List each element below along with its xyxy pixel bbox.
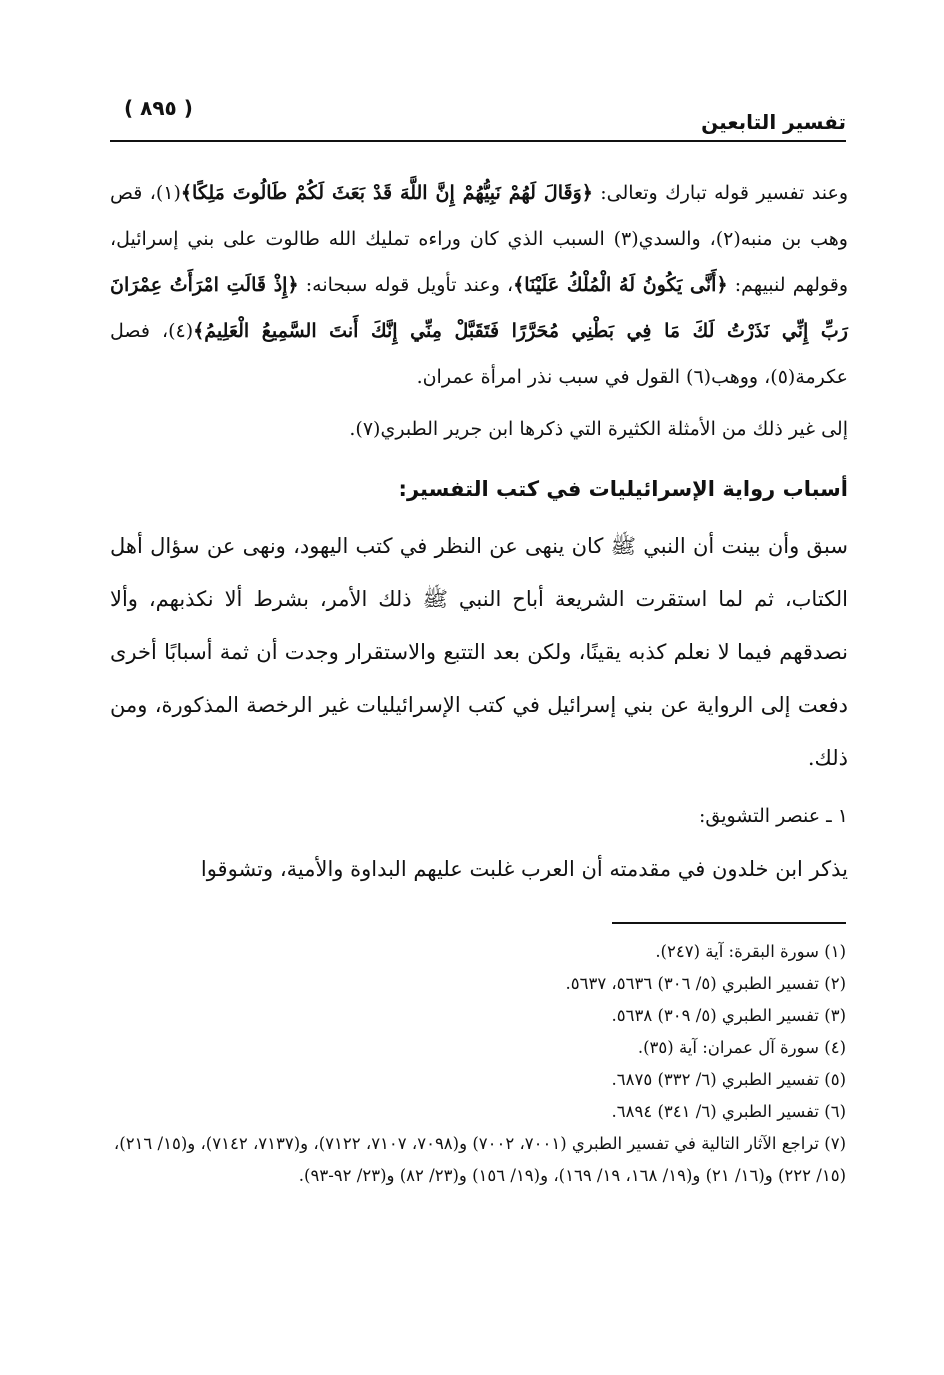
header-rule [110, 140, 846, 142]
paragraph-other-examples: إلى غير ذلك من الأمثلة الكثيرة التي ذكرها ابن جرير الطبري(٧). [349, 418, 848, 440]
text-run: (٤)، فصل عكرمة(٥)، ووهب(٦) القول في سبب نذر امرأة عمران. [110, 320, 848, 388]
running-title: تفسير التابعين [701, 110, 846, 134]
quran-verse: ﴿وَقَالَ لَهُمْ نَبِيُّهُمْ إِنَّ اللَّهَ قَدْ بَعَثَ لَكُمْ طَالُوتَ مَلِكًا﴾ [180, 182, 593, 204]
page-number: ( ٨٩٥ ) [124, 96, 193, 120]
paragraph-quran-examples [110, 170, 848, 400]
list-item-heading: ١ ـ عنصر التشويق: [698, 805, 848, 827]
footnote: (٣) تفسير الطبري (٥/ ٣٠٩) ٥٦٣٨. [611, 1006, 846, 1025]
footnote: (١) سورة البقرة: آية (٢٤٧). [655, 942, 846, 961]
quran-verse: ﴿إِذْ قَالَتِ امْرَأَتُ عِمْرَانَ رَبِّ إِنِّي نَذَرْتُ لَكَ مَا فِي بَطْنِي مُحَرَّرًا فَتَقَبَّلْ مِنِّي إِنَّكَ أَنتَ السَّمِيعُ الْعَلِيمُ﴾ [110, 274, 848, 342]
footnote: (٢) تفسير الطبري (٥/ ٣٠٦) ٥٦٣٦، ٥٦٣٧. [565, 974, 846, 993]
text-run: ، وعند تأويل قوله سبحانه: [298, 274, 514, 296]
page-header [110, 96, 846, 142]
paragraph-reasons: سبق وأن بينت أن النبي ﷺ كان ينهى عن النظر في كتب اليهود، ونهى عن سؤال أهل الكتاب، ثم لما استقرت الشريعة أباح النبي ﷺ ذلك الأمر، بشرط ألا نكذبهم، وألا نصدقهم فيما لا نعلم كذبه يقينًا، ولكن بعد التتبع والاستقرار وجدت أن ثمة أسبابًا أخرى دفعت إلى الرواية عن بني إسرائيل في كتب الإسرائيليات غير الرخصة المذكورة، ومن ذلك. [110, 534, 848, 770]
text-run: وعند تفسير قوله تبارك وتعالى: [592, 182, 848, 204]
footnote: (٤) سورة آل عمران: آية (٣٥). [637, 1038, 846, 1057]
main-text [110, 170, 848, 896]
footnote: (٥) تفسير الطبري (٦/ ٣٣٢) ٦٨٧٥. [611, 1070, 846, 1089]
quran-verse: ﴿أَنَّى يَكُونُ لَهُ الْمُلْكُ عَلَيْنَا﴾ [513, 274, 728, 296]
footnote: (٦) تفسير الطبري (٦/ ٣٤١) ٦٨٩٤. [611, 1102, 846, 1121]
footnote: (٧) تراجع الآثار التالية في تفسير الطبري (٧٠٠١، ٧٠٠٢) و(٧٠٩٨، ٧١٠٧، ٧١٢٢)، و(٧١٣٧، ٧١٤٢)، و(١٥/ ٢١٦)، (١٥/ ٢٢٢) و(١٦/ ٢١) و(١٩/ ١٦٨، ١٩/ ١٦٩)، و(١٩/ ١٥٦) و(٢٣/ ٨٢) و(٢٣/ ٩٢-٩٣). [113, 1134, 846, 1185]
paragraph-ibn-khaldun: يذكر ابن خلدون في مقدمته أن العرب غلبت عليهم البداوة والأمية، وتشوقوا [200, 857, 848, 881]
footnote-separator [612, 922, 846, 924]
section-heading: أسباب رواية الإسرائيليات في كتب التفسير: [398, 477, 848, 501]
footnotes [110, 936, 846, 1192]
text-run: (١)، قص وهب بن منبه(٢)، والسدي(٣) السبب الذي كان وراءه تمليك الله طالوت على بني إسرائيل، وقولهم لنبيهم: [110, 182, 848, 296]
